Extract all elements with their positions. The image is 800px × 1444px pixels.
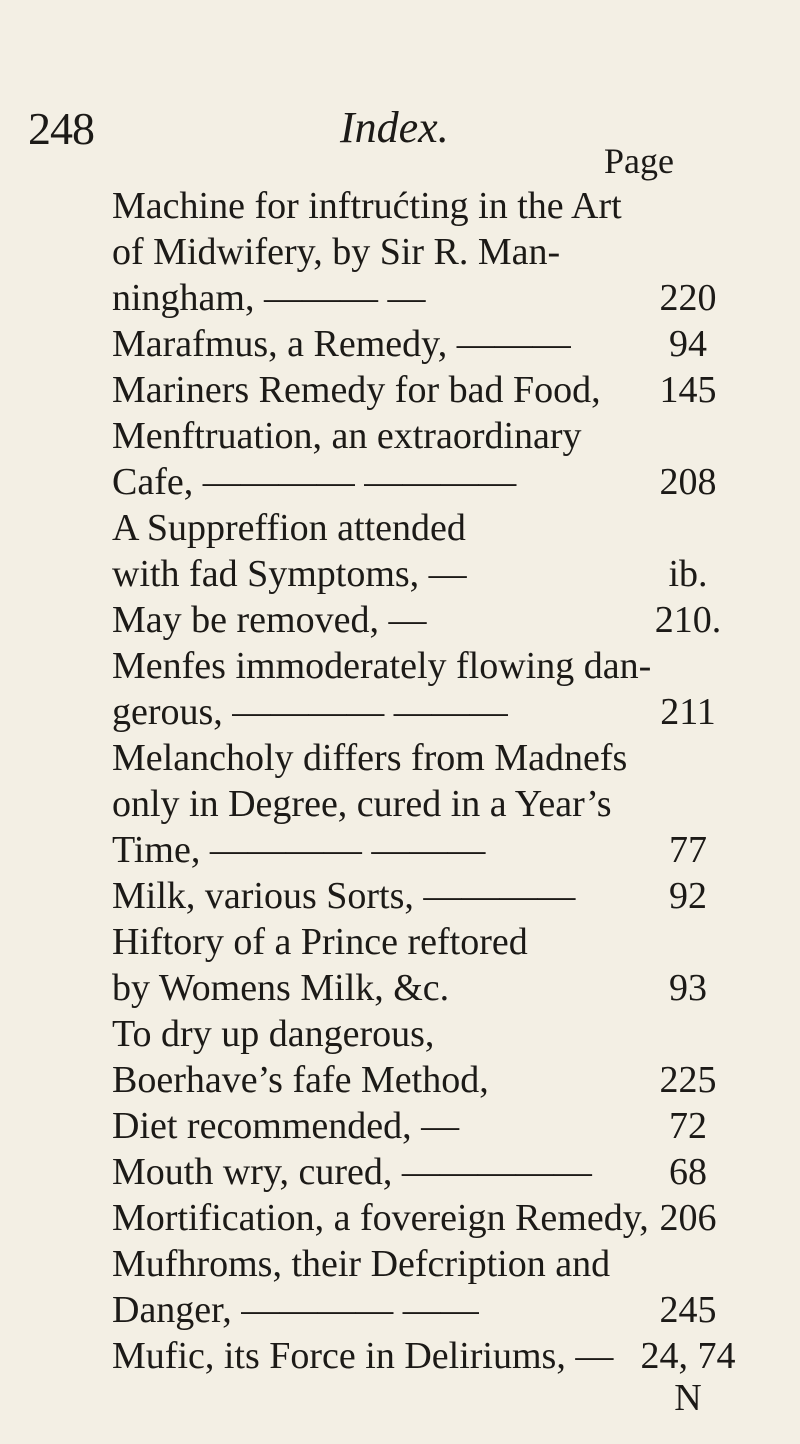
index-entry-text: A Suppreffion attended [112, 507, 466, 549]
index-entry-text: Boerhave’s fafe Method, [112, 1059, 489, 1101]
index-entry-page: 94 [669, 323, 707, 365]
index-entry-page: 225 [659, 1059, 717, 1101]
index-entry-page: 68 [669, 1151, 707, 1193]
index-entry-page: 210. [654, 599, 722, 641]
index-entry-text: Menfes immoderately flowing dan- [112, 645, 652, 687]
index-entry-text: To dry up dangerous, [112, 1013, 435, 1055]
index-entry-page: 93 [669, 967, 707, 1009]
index-entry-page: ib. [668, 553, 708, 595]
index-entry-text: Mufic, its Force in Deliriums, — [112, 1335, 614, 1377]
index-entry-page: 145 [659, 369, 717, 411]
index-entry-text: only in Degree, cured in a Year’s [112, 783, 612, 825]
index-entry-text: Cafe, ———— ———— [112, 461, 517, 503]
index-entry-page: 211 [660, 691, 716, 733]
index-entry-page: 206 [659, 1197, 717, 1239]
page-number: 248 [28, 103, 94, 154]
index-entry-text: Melancholy differs from Madnefs [112, 737, 628, 779]
index-entry-text: of Midwifery, by Sir R. Man- [112, 231, 561, 273]
index-entry-page: 220 [659, 277, 717, 319]
catchword: N [674, 1377, 702, 1419]
index-entry-text: with fad Symptoms, — [112, 553, 467, 595]
index-entry-text: Milk, various Sorts, ———— [112, 875, 576, 917]
index-entry-text: Mariners Remedy for bad Food, [112, 369, 601, 411]
index-entry-text: Mouth wry, cured, ————— [112, 1151, 592, 1193]
index-entry-text: Danger, ———— —— [112, 1289, 479, 1331]
index-entry-page: 24, 74 [640, 1335, 736, 1377]
index-entry-text: Time, ———— ——— [112, 829, 486, 871]
index-entry-text: Hiftory of a Prince reftored [112, 921, 528, 963]
running-title: Index. [340, 103, 449, 152]
index-entry-text: by Womens Milk, &c. [112, 967, 450, 1009]
index-entry-page: 208 [659, 461, 717, 503]
index-entry-text: Machine for inftrućting in the Art [112, 185, 622, 227]
index-entry-page: 77 [669, 829, 707, 871]
index-entry-text: Menftruation, an extraordinary [112, 415, 582, 457]
index-entry-text: Marafmus, a Remedy, ——— [112, 323, 571, 365]
index-entry-text: ningham, ——— — [112, 277, 426, 319]
index-entry-text: Mufhroms, their Defcription and [112, 1243, 611, 1285]
index-entry-page: 72 [669, 1105, 707, 1147]
index-entry-page: 92 [669, 875, 707, 917]
index-entry-page: 245 [659, 1289, 717, 1331]
index-entry-text: May be removed, — [112, 599, 427, 641]
index-entry-text: Diet recommended, — [112, 1105, 460, 1147]
page-column-heading: Page [604, 141, 674, 181]
index-entry-text: gerous, ———— ——— [112, 691, 508, 733]
index-entry-text: Mortification, a fovereign Remedy, [112, 1197, 649, 1239]
